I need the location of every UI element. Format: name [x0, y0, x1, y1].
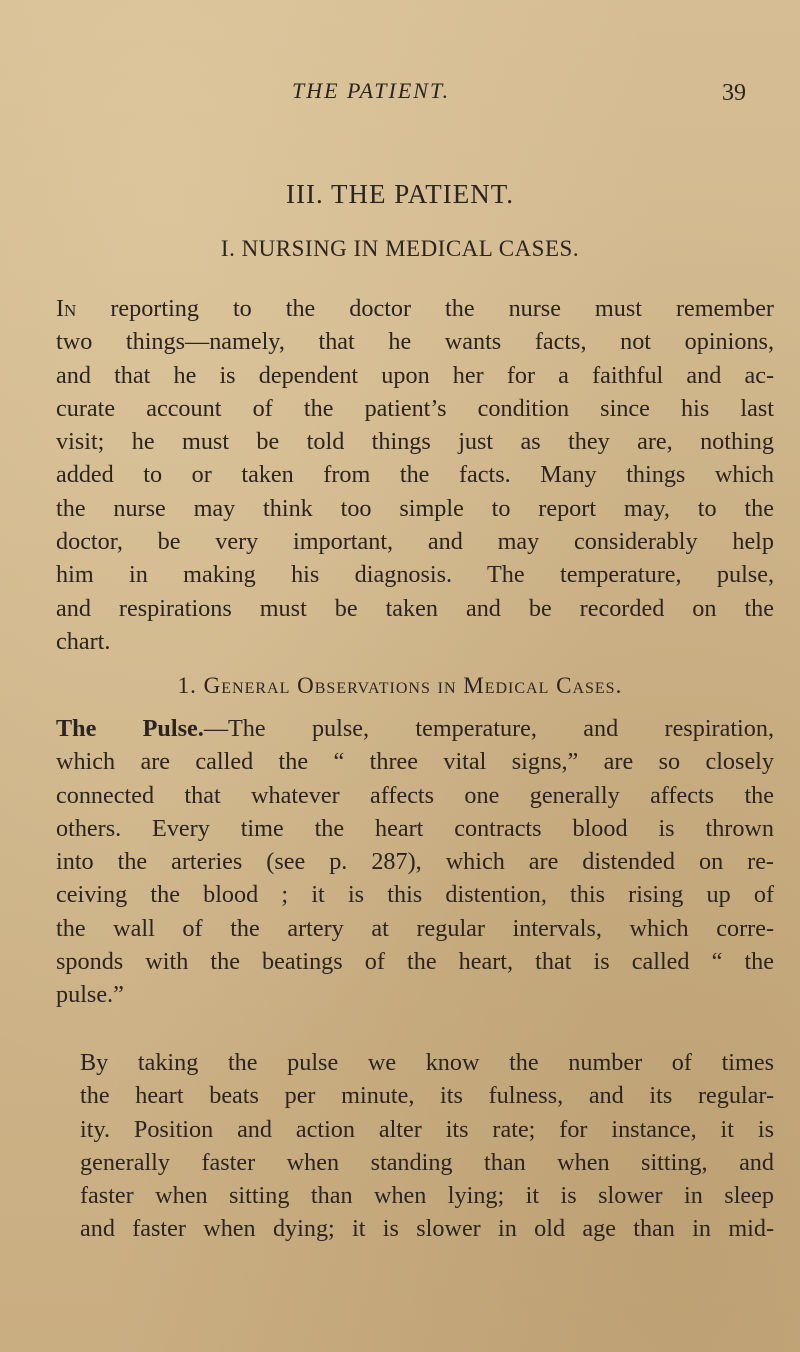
- text-line: connected that whatever affects one generally affects the: [56, 781, 774, 809]
- paragraph-lead-heading: The Pulse.: [56, 715, 204, 742]
- page-number: 39: [722, 80, 746, 106]
- section-title: I. NURSING IN MEDICAL CASES.: [220, 236, 580, 261]
- paragraph-reporting: [56, 292, 774, 658]
- text-line: him in making his diagnosis. The temperature, pulse,: [56, 561, 774, 589]
- text-line: and respirations must be taken and be recorded on the: [56, 594, 774, 622]
- text-line: pulse.”: [56, 981, 124, 1009]
- paragraph-pulse: [56, 712, 774, 1012]
- text-line: doctor, be very important, and may considerably help: [56, 528, 774, 556]
- text-line: others. Every time the heart contracts blood is thrown: [56, 814, 774, 842]
- text-line: and faster when dying; it is slower in old age than in mid-: [80, 1215, 774, 1243]
- text-line: By taking the pulse we know the number of times: [80, 1049, 774, 1076]
- text-line: and that he is dependent upon her for a faithful and ac-: [56, 361, 774, 389]
- running-head: [0, 78, 800, 118]
- running-title: THE PATIENT.: [292, 78, 451, 103]
- text-line: ceiving the blood ; it is this distention, this rising up of: [56, 881, 774, 909]
- text-line: The Pulse.—The pulse, temperature, and respiration,: [56, 715, 775, 742]
- text-line: two things—namely, that he wants facts, not opinions,: [56, 328, 774, 356]
- text-line: the heart beats per minute, its fulness, and its regular-: [80, 1082, 774, 1110]
- subsection-title: 1. General Observations in Medical Cases.: [177, 673, 623, 698]
- text-line: the wall of the artery at regular intervals, which corre-: [56, 914, 774, 942]
- paragraph-taking-pulse: [56, 1046, 774, 1246]
- text-line: added to or taken from the facts. Many things which: [56, 461, 774, 489]
- text-line: the nurse may think too simple to report may, to the: [56, 494, 774, 522]
- text-line: into the arteries (see p. 287), which are distended on re-: [56, 848, 774, 876]
- paragraph-lead-word: In: [56, 295, 77, 322]
- text-line: faster when sitting than when lying; it is slower in sleep: [80, 1182, 774, 1210]
- text-line: generally faster when standing than when sitting, and: [80, 1148, 774, 1176]
- text-line: visit; he must be told things just as they are, nothing: [56, 428, 774, 456]
- chapter-title: III. THE PATIENT.: [286, 179, 514, 209]
- text-line: sponds with the beatings of the heart, that is called “ the: [56, 948, 774, 976]
- text-line: ity. Position and action alter its rate; for instance, it is: [80, 1115, 774, 1143]
- text-line: curate account of the patient’s condition since his last: [56, 394, 774, 422]
- text-line: In reporting to the doctor the nurse must remember: [56, 295, 774, 322]
- text-line: which are called the “ three vital signs,” are so closely: [56, 748, 774, 776]
- text-line: chart.: [56, 627, 111, 655]
